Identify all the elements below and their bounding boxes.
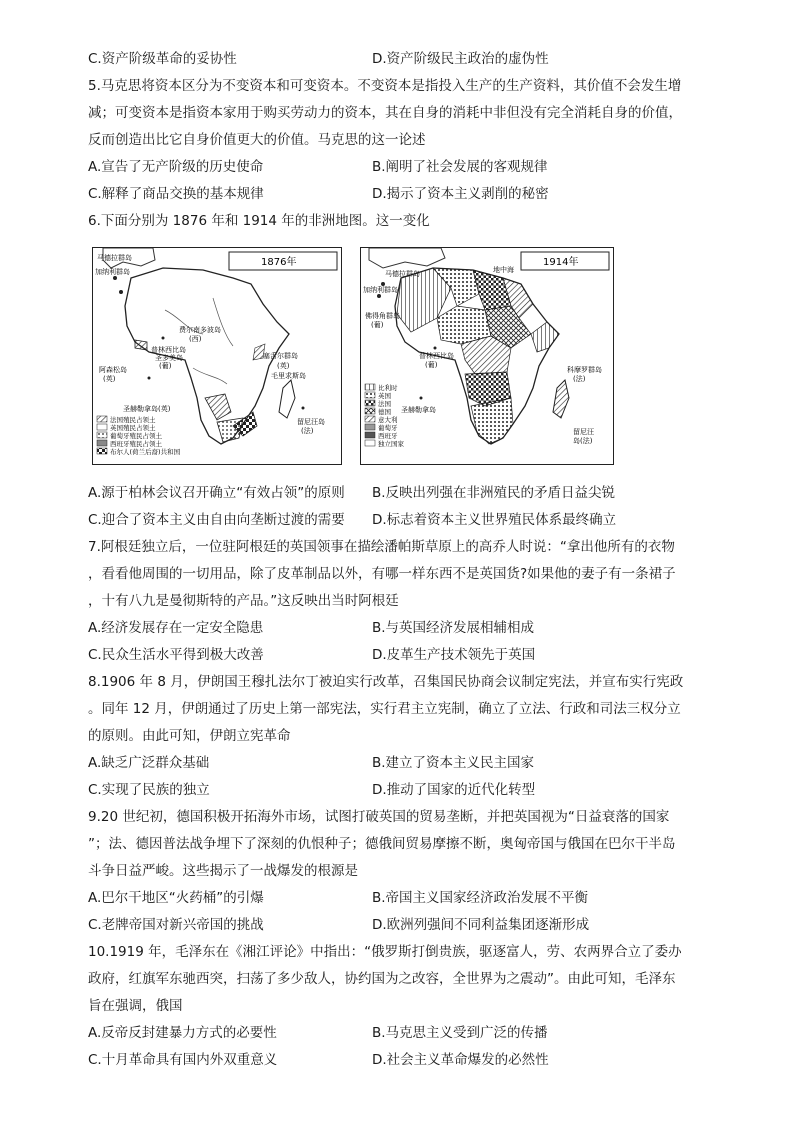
map-label: 留尼汪岛: [297, 418, 325, 426]
q4-option-d: D.资产阶级民主政治的虚伪性: [372, 51, 549, 67]
q9-option-c: C.老牌帝国对新兴帝国的挑战: [88, 917, 264, 933]
map-label: 圣赫勒拿岛(英): [123, 405, 171, 413]
q8-option-c: C.实现了民族的独立: [88, 782, 210, 798]
map-label: 普林西比岛: [419, 352, 454, 360]
q7-stem-line: ，看看他周围的一切用品，除了皮革制品以外，有哪一样东西不是英国货?如果他的妻子有一条裙子: [88, 566, 676, 582]
q9-stem-line: 斗争日益严峻。这些揭示了一战爆发的根源是: [88, 863, 358, 879]
q8-stem-line: 的原则。由此可知，伊朗立宪革命: [88, 728, 291, 744]
q5-option-c: C.解释了商品交换的基本规律: [88, 186, 264, 202]
map-1914: [360, 247, 614, 465]
map-1876-legend: [97, 415, 181, 456]
q5-option-a: A.宣告了无产阶级的历史使命: [88, 159, 264, 175]
q8-stem-line: 8.1906 年 8 月，伊朗国王穆扎法尔丁被迫实行改革，召集国民协商会议制定宪法，并宣布实行宪政: [88, 674, 684, 690]
q9-option-d: D.欧洲列强间不同利益集团逐渐形成: [372, 917, 590, 933]
map-label: 阿森松岛: [99, 366, 127, 374]
q5-stem-line: 5.马克思将资本区分为不变资本和可变资本。不变资本是指投入生产的生产资料，其价值不会发生增: [88, 78, 682, 94]
q8-option-b: B.建立了资本主义民主国家: [372, 755, 535, 771]
map-1914-legend: [365, 383, 405, 448]
q6-option-a: A.源于柏林会议召开确立“有效占领”的原则: [88, 485, 345, 501]
q10-option-d: D.社会主义革命爆发的必然性: [372, 1052, 549, 1068]
map-label: (葡): [371, 321, 384, 329]
legend-label: 英国: [378, 392, 391, 400]
q8-stem-line: 。同年 12 月，伊朗通过了历史上第一部宪法，实行君主立宪制，确立了立法、行政和司法三权分立: [88, 701, 681, 717]
map-label: (葡): [425, 361, 438, 369]
q7-option-c: C.民众生活水平得到极大改善: [88, 647, 264, 663]
q10-option-b: B.马克思主义受到广泛的传播: [372, 1025, 548, 1041]
legend-label: 独立国家: [378, 440, 404, 448]
q9-stem-line: 9.20 世纪初，德国积极开拓海外市场，试图打破英国的贸易垄断，并把英国视为“日益衰落的国家: [88, 809, 670, 825]
map-label: (西): [189, 335, 202, 343]
map-1914-year: 1914年: [543, 257, 579, 268]
legend-label: 法国殖民占领土: [110, 416, 156, 424]
q10-option-c: C.十月革命具有国内外双重意义: [88, 1052, 278, 1068]
map-label: (英): [103, 375, 116, 383]
q10-stem-line: 旨在强调，俄国: [88, 998, 183, 1014]
map-label: 毛里求斯岛: [271, 372, 306, 380]
legend-label: 西班牙殖民占领土: [110, 440, 162, 448]
legend-label: 比利时: [378, 384, 398, 392]
map-label: 加纳利群岛: [363, 286, 398, 294]
map-label: 马德拉群岛: [385, 270, 420, 278]
q9-option-a: A.巴尔干地区“火药桶”的引爆: [88, 890, 264, 906]
legend-label: 西班牙: [378, 432, 398, 440]
legend-label: 葡萄牙: [378, 424, 398, 432]
map-label: 塞舌尔群岛: [263, 352, 298, 360]
map-1876-figure: [93, 248, 341, 464]
map-label: (英): [277, 362, 290, 370]
q10-stem-line: 10.1919 年，毛泽东在《湘江评论》中指出：“俄罗斯打倒贵族，驱逐富人，劳、农两界合立了委办: [88, 944, 682, 960]
q6-option-d: D.标志着资本主义世界殖民体系最终确立: [372, 512, 617, 528]
q7-stem-line: ，十有八九是曼彻斯特的产品。”这反映出当时阿根廷: [88, 593, 399, 609]
q7-stem-line: 7.阿根廷独立后，一位驻阿根廷的英国领事在描绘潘帕斯草原上的高乔人时说：“拿出他所有的衣物: [88, 539, 675, 555]
map-1876: [92, 247, 342, 465]
map-label: 地中海: [493, 266, 514, 274]
q9-option-b: B.帝国主义国家经济政治发展不平衡: [372, 890, 589, 906]
q6-option-b: B.反映出列强在非洲殖民的矛盾日益尖锐: [372, 485, 616, 501]
legend-label: 法国: [378, 400, 391, 408]
legend-label: 德国: [378, 408, 391, 416]
q5-stem-line: 反而创造出比它自身价值更大的价值。马克思的这一论述: [88, 132, 426, 148]
map-label: 佛得角群岛: [365, 312, 400, 320]
q6-option-c: C.迎合了资本主义由自由向垄断过渡的需要: [88, 512, 345, 528]
q10-stem-line: 政府，红旗军东驰西突，扫荡了多少敌人，协约国为之改容，全世界为之震动”。由此可知，毛泽东: [88, 971, 676, 987]
legend-label: 布尔人(荷兰后裔)共和国: [110, 448, 181, 456]
map-label: 加纳利群岛: [95, 268, 130, 276]
map-label: 圣赫勒拿岛: [401, 406, 436, 414]
q7-option-a: A.经济发展存在一定安全隐患: [88, 620, 264, 636]
map-1914-figure: [361, 248, 613, 464]
q5-stem-line: 减；可变资本是指资本家用于购买劳动力的资本，其在自身的消耗中非但没有完全消耗自身的价值，: [88, 105, 682, 121]
legend-label: 英国殖民占领土: [110, 424, 156, 432]
legend-label: 葡萄牙殖民占领土: [110, 432, 162, 440]
map-label: (葡): [159, 362, 172, 370]
q5-option-b: B.阐明了社会发展的客观规律: [372, 159, 548, 175]
q8-option-d: D.推动了国家的近代化转型: [372, 782, 536, 798]
map-label: 岛(法): [573, 437, 593, 445]
map-label: 留尼汪: [573, 428, 594, 436]
q6-stem-line: 6.下面分别为 1876 年和 1914 年的非洲地图。这一变化: [88, 213, 430, 229]
legend-label: 意大利: [378, 416, 398, 424]
q9-stem-line: ”；法、德因普法战争埋下了深刻的仇恨种子；德俄间贸易摩擦不断，奥匈帝国与俄国在巴尔干半岛: [88, 836, 676, 852]
map-label: 圣多美岛: [155, 354, 183, 362]
q8-option-a: A.缺乏广泛群众基础: [88, 755, 210, 771]
q7-option-d: D.皮革生产技术领先于英国: [372, 647, 536, 663]
map-label: 科摩罗群岛: [567, 366, 602, 374]
map-label: 费尔南多波岛: [179, 326, 221, 334]
map-1876-year: 1876年: [261, 257, 297, 268]
map-label: 普林西比岛: [151, 346, 186, 354]
q5-option-d: D.揭示了资本主义剥削的秘密: [372, 186, 549, 202]
q10-option-a: A.反帝反封建暴力方式的必要性: [88, 1025, 277, 1041]
q4-option-c: C.资产阶级革命的妥协性: [88, 51, 237, 67]
map-label: (法): [573, 375, 586, 383]
q7-option-b: B.与英国经济发展相辅相成: [372, 620, 535, 636]
map-label: 马德拉群岛: [97, 254, 132, 262]
map-label: (法): [301, 427, 314, 435]
